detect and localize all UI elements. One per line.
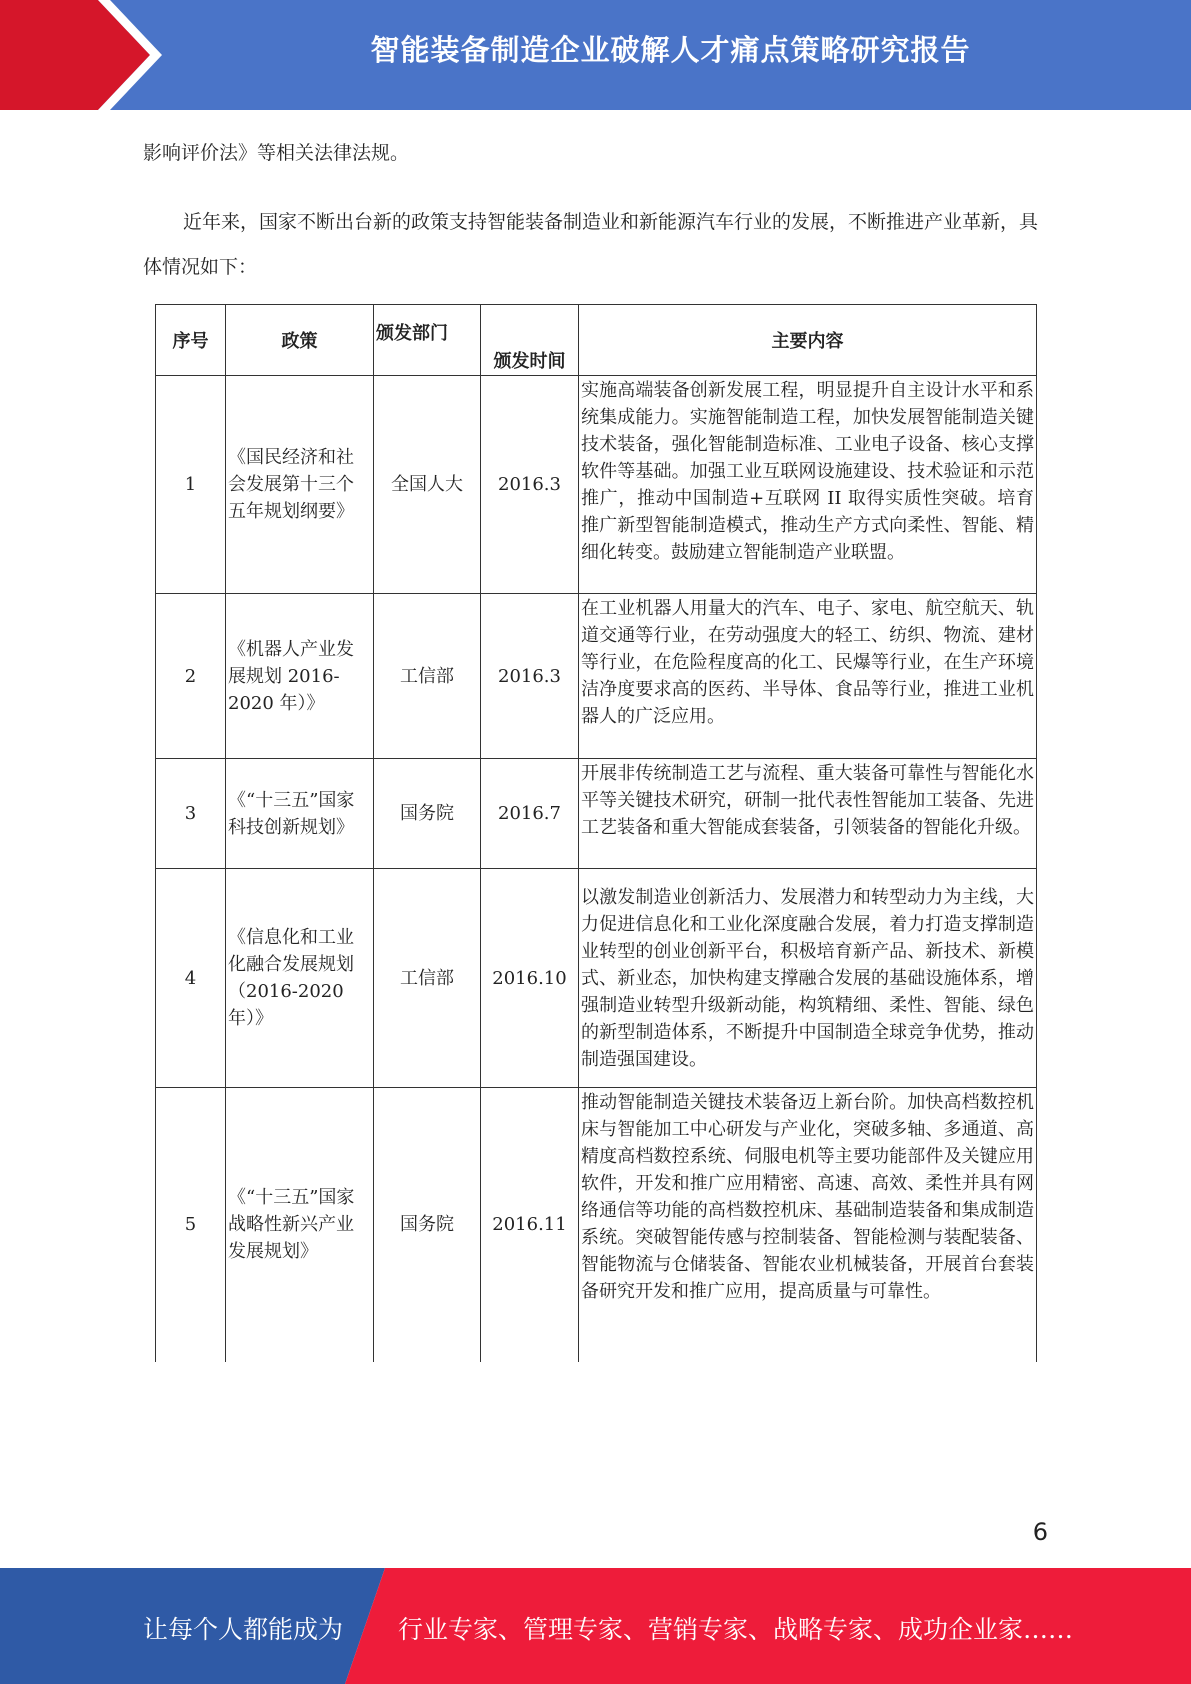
cell-content: 以激发制造业创新活力、发展潜力和转型动力为主线，大力促进信息化和工业化深度融合发展，着力打造支撑制造业转型的创业创新平台，积极培育新产品、新技术、新模式、新业态，加快构建支撑融合发展的基础设施体系，增强制造业转型升级新动能，构筑精细、柔性、智能、绿色的新型制造体系，不断提升中国制造全球竞争优势，推动制造强国建设。 — [579, 869, 1037, 1088]
footer-banner — [0, 1568, 1191, 1684]
table-row — [156, 759, 1037, 869]
cell-date: 2016.11 — [481, 1088, 579, 1362]
table-row — [156, 376, 1037, 594]
table-header-row — [156, 305, 1037, 376]
paragraph-continuation: 影响评价法》等相关法律法规。 — [143, 142, 410, 164]
cell-content: 开展非传统制造工艺与流程、重大装备可靠性与智能化水平等关键技术研究，研制一批代表性智能加工装备、先进工艺装备和重大智能成套装备，引领装备的智能化升级。 — [579, 759, 1037, 869]
page-number: 6 — [1032, 1518, 1048, 1546]
cell-date: 2016.10 — [481, 869, 579, 1088]
header-dept: 颁发部门 — [374, 305, 481, 376]
cell-date: 2016.3 — [481, 594, 579, 759]
cell-dept: 工信部 — [374, 594, 481, 759]
header-banner — [0, 0, 1191, 110]
policy-table — [155, 304, 1037, 1362]
cell-policy: 《国民经济和社会发展第十三个五年规划纲要》 — [226, 376, 374, 594]
report-title: 智能装备制造企业破解人才痛点策略研究报告 — [370, 33, 971, 67]
cell-dept: 国务院 — [374, 1088, 481, 1362]
cell-policy: 《信息化和工业化融合发展规划（2016-2020 年）》 — [226, 869, 374, 1088]
paragraph-intro: 近年来，国家不断出台新的政策支持智能装备制造业和新能源汽车行业的发展，不断推进产业革新，具体情况如下： — [143, 211, 1039, 278]
header-no: 序号 — [156, 305, 226, 376]
cell-dept: 全国人大 — [374, 376, 481, 594]
table-row — [156, 594, 1037, 759]
cell-no: 3 — [156, 759, 226, 869]
cell-no: 2 — [156, 594, 226, 759]
cell-policy: 《“十三五”国家战略性新兴产业发展规划》 — [226, 1088, 374, 1362]
table-row — [156, 869, 1037, 1088]
header-date: 颁发时间 — [481, 305, 579, 376]
cell-no: 5 — [156, 1088, 226, 1362]
cell-no: 1 — [156, 376, 226, 594]
footer-slogan-right: 行业专家、管理专家、营销专家、战略专家、成功企业家…… — [398, 1615, 1074, 1644]
cell-dept: 工信部 — [374, 869, 481, 1088]
cell-policy: 《机器人产业发展规划 2016-2020 年）》 — [226, 594, 374, 759]
cell-no: 4 — [156, 869, 226, 1088]
cell-content: 实施高端装备创新发展工程，明显提升自主设计水平和系统集成能力。实施智能制造工程，加快发展智能制造关键技术装备，强化智能制造标准、工业电子设备、核心支撑软件等基础。加强工业互联网设施建设、技术验证和示范推广，推动中国制造+互联网 II 取得实质性突破。培育推广新型智能制造模式，推动生产方式向柔性、智能、精细化转变。鼓励建立智能制造产业联盟。 — [579, 376, 1037, 594]
red-arrow-shape — [0, 0, 150, 110]
cell-dept: 国务院 — [374, 759, 481, 869]
cell-content: 推动智能制造关键技术装备迈上新台阶。加快高档数控机床与智能加工中心研发与产业化，突破多轴、多通道、高精度高档数控系统、伺服电机等主要功能部件及关键应用软件，开发和推广应用精密、高速、高效、柔性并具有网络通信等功能的高档数控机床、基础制造装备和集成制造系统。突破智能传感与控制装备、智能检测与装配装备、智能物流与仓储装备、智能农业机械装备，开展首台套装备研究开发和推广应用，提高质量与可靠性。 — [579, 1088, 1037, 1362]
table-row — [156, 1088, 1037, 1362]
cell-date: 2016.7 — [481, 759, 579, 869]
cell-policy: 《“十三五”国家科技创新规划》 — [226, 759, 374, 869]
header-content: 主要内容 — [579, 305, 1037, 376]
cell-content: 在工业机器人用量大的汽车、电子、家电、航空航天、轨道交通等行业，在劳动强度大的轻工、纺织、物流、建材等行业，在危险程度高的化工、民爆等行业，在生产环境洁净度要求高的医药、半导体、食品等行业，推进工业机器人的广泛应用。 — [579, 594, 1037, 759]
cell-date: 2016.3 — [481, 376, 579, 594]
header-policy: 政策 — [226, 305, 374, 376]
footer-slogan-left: 让每个人都能成为 — [143, 1615, 344, 1644]
